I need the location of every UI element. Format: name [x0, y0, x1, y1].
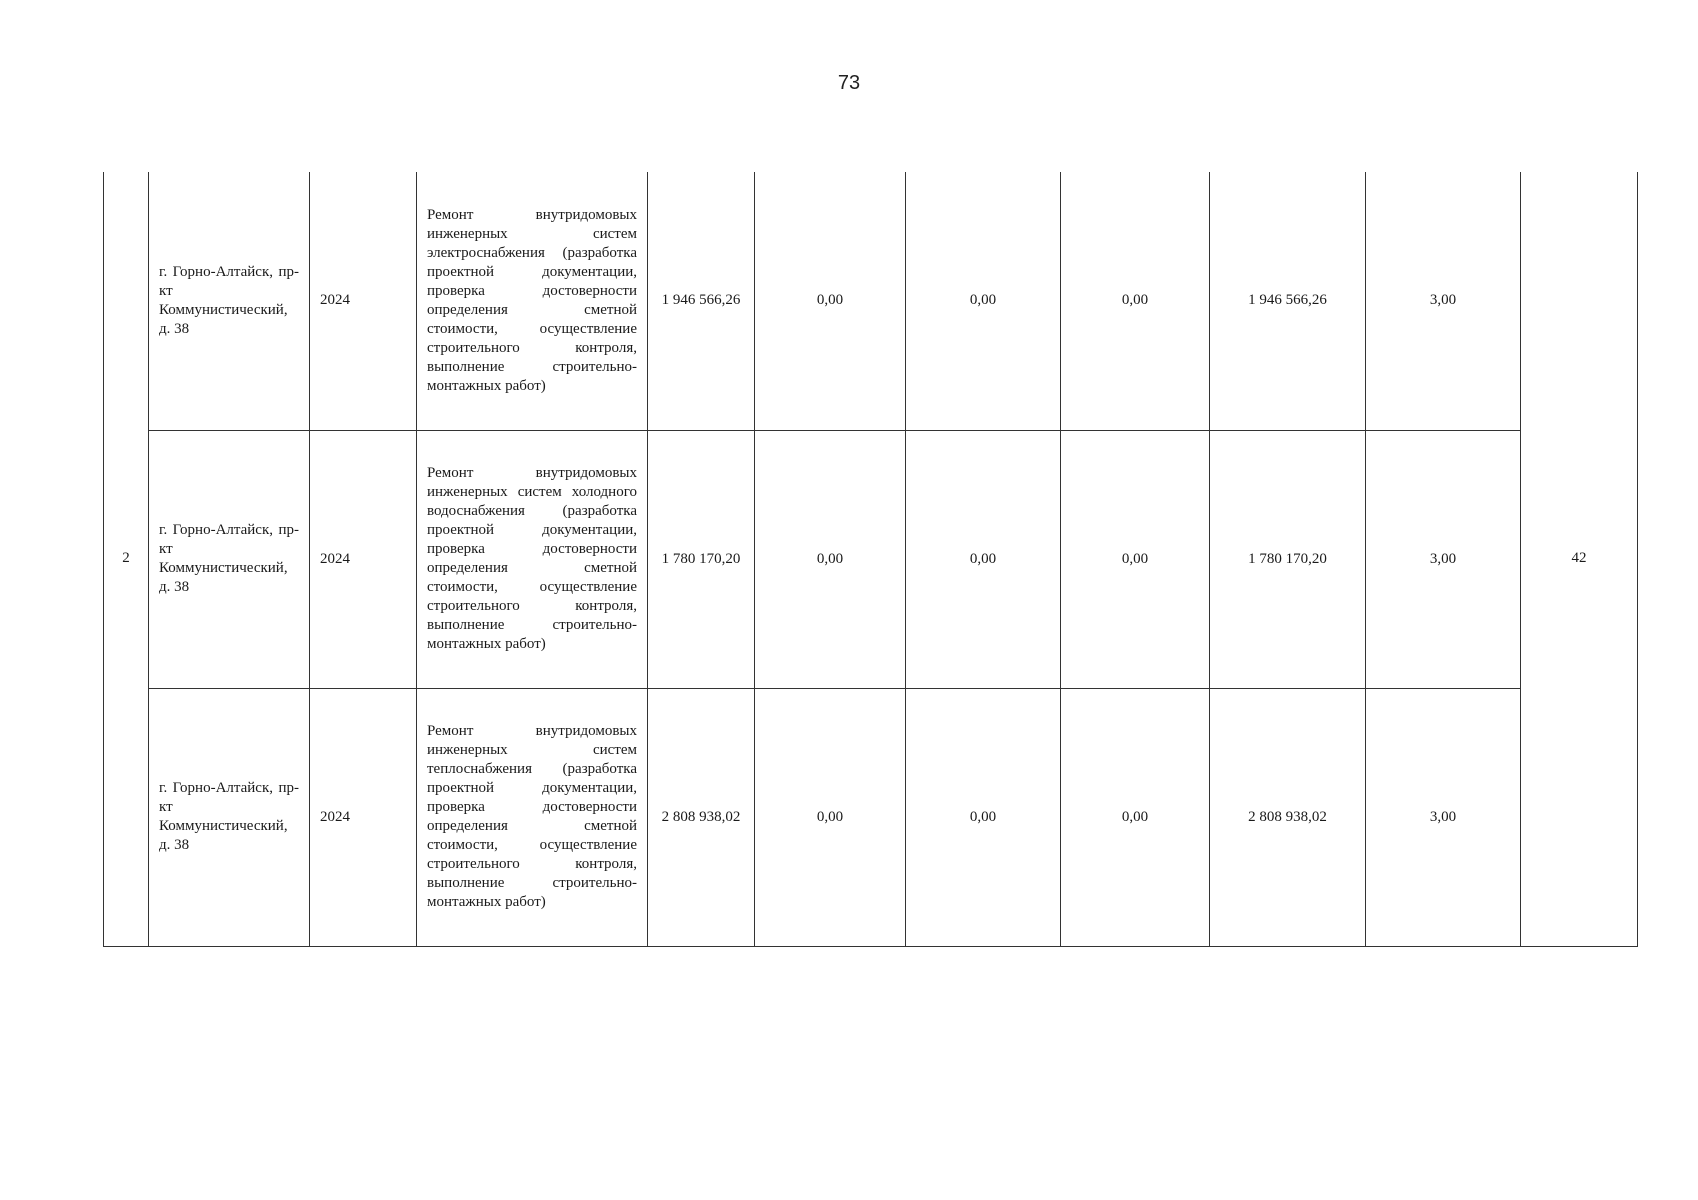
value-cell: 0,00 — [755, 172, 906, 430]
address-cell: г. Горно-Алтайск, пр-кт Коммунистический, д. 38 — [149, 688, 310, 946]
value-cell: 0,00 — [906, 430, 1061, 688]
table-row — [104, 430, 1638, 688]
works-table — [103, 172, 1638, 947]
value-cell: 2 808 938,02 — [1210, 688, 1366, 946]
value-cell: 3,00 — [1366, 688, 1521, 946]
page-number: 73 — [837, 72, 861, 94]
value-cell: 1 780 170,20 — [1210, 430, 1366, 688]
value-cell: 0,00 — [906, 172, 1061, 430]
year-cell: 2024 — [310, 172, 417, 430]
row-number-cell: 2 — [104, 172, 149, 946]
value-cell: 0,00 — [755, 688, 906, 946]
address-cell: г. Горно-Алтайск, пр-кт Коммунистический, д. 38 — [149, 430, 310, 688]
total-cost-cell: 1 780 170,20 — [648, 430, 755, 688]
value-cell: 3,00 — [1366, 430, 1521, 688]
value-cell: 3,00 — [1366, 172, 1521, 430]
table-row — [104, 172, 1638, 430]
work-description-cell: Ремонт внутридомовых инженерных систем теплоснабжения (разработка проектной документации, проверка достоверности определения сметной стоимости, осуществление строительного контроля, выполнение строительно-монтажных работ) — [417, 688, 648, 946]
group-value-cell: 42 — [1521, 172, 1638, 946]
value-cell: 0,00 — [1061, 430, 1210, 688]
value-cell: 0,00 — [1061, 688, 1210, 946]
table-row — [104, 688, 1638, 946]
total-cost-cell: 1 946 566,26 — [648, 172, 755, 430]
address-cell: г. Горно-Алтайск, пр-кт Коммунистический, д. 38 — [149, 172, 310, 430]
year-cell: 2024 — [310, 430, 417, 688]
value-cell: 0,00 — [755, 430, 906, 688]
work-description-cell: Ремонт внутридомовых инженерных систем электроснабжения (разработка проектной документации, проверка достоверности определения сметной стоимости, осуществление строительного контроля, выполнение строительно-монтажных работ) — [417, 172, 648, 430]
value-cell: 1 946 566,26 — [1210, 172, 1366, 430]
value-cell: 0,00 — [1061, 172, 1210, 430]
value-cell: 0,00 — [906, 688, 1061, 946]
year-cell: 2024 — [310, 688, 417, 946]
total-cost-cell: 2 808 938,02 — [648, 688, 755, 946]
work-description-cell: Ремонт внутридомовых инженерных систем холодного водоснабжения (разработка проектной документации, проверка достоверности определения сметной стоимости, осуществление строительного контроля, выполнение строительно-монтажных работ) — [417, 430, 648, 688]
